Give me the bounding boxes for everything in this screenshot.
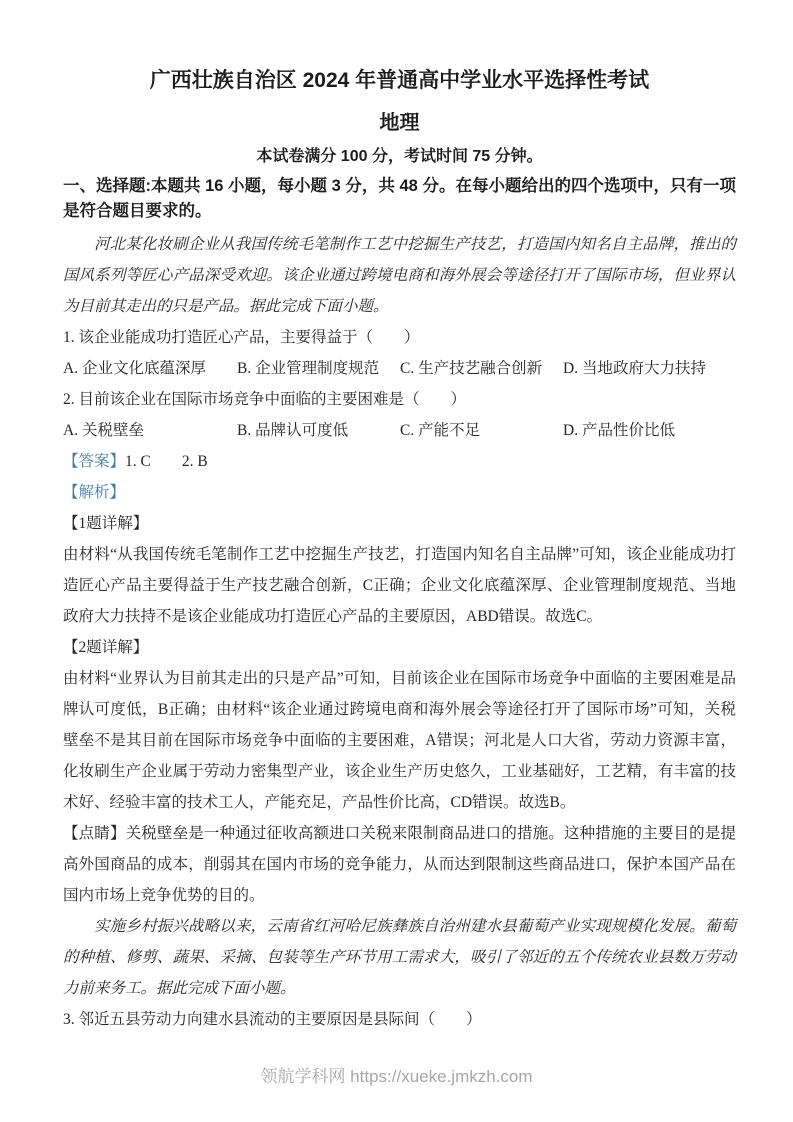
question-2-option-d: D. 产品性价比低 bbox=[563, 422, 675, 439]
exam-subject: 地理 bbox=[379, 112, 420, 134]
analysis-label-line bbox=[63, 477, 736, 508]
exam-title: 广西壮族自治区 2024 年普通高中学业水平选择性考试 bbox=[149, 69, 650, 92]
detail-1-label: 【1题详解】 bbox=[63, 515, 149, 532]
section-one-heading: 一、选择题:本题共 16 小题，每小题 3 分，共 48 分。在每小题给出的四个选项中，只有一项是符合题目要求的。 bbox=[63, 177, 736, 220]
question-1-option-a: A. 企业文化底蕴深厚 bbox=[63, 360, 206, 377]
question-1-option-d: D. 当地政府大力扶持 bbox=[563, 360, 706, 377]
question-2-option-a: A. 关税壁垒 bbox=[63, 422, 144, 439]
question-1-option-c: C. 生产技艺融合创新 bbox=[400, 360, 543, 377]
detail-2-label: 【2题详解】 bbox=[63, 639, 149, 656]
passage-2: 实施乡村振兴战略以来，云南省红河哈尼族彝族自治州建水县葡萄产业实现规模化发展。葡萄的种植、修剪、蔬果、采摘、包装等生产环节用工需求大，吸引了邻近的五个传统农业县数万劳动力前来务工。据此完成下面小题。 bbox=[63, 918, 736, 997]
analysis-label: 【解析】 bbox=[63, 484, 126, 501]
watermark-footer: 领航学科网 https://xueke.jmkzh.com bbox=[260, 1067, 533, 1086]
question-1-option-b: B. 企业管理制度规范 bbox=[237, 360, 380, 377]
tip-text: 关税壁垒是一种通过征收高额进口关税来限制商品进口的措施。这种措施的主要目的是提高外国商品的成本，削弱其在国内市场的竞争能力，从而达到限制这些商品进口，保护本国产品在国内市场上竞争优势的目的。 bbox=[63, 825, 736, 904]
detail-2-text: 由材料“业界认为目前其走出的只是产品”可知，目前该企业在国际市场竞争中面临的主要困难是品牌认可度低，B正确；由材料“该企业通过跨境电商和海外展会等途径打开了国际市场”可知，关税壁垒不是其目前在国际市场竞争中面临的主要困难，A错误；河北是人口大省，劳动力资源丰富，化妆刷生产企业属于劳动力密集型产业，该企业生产历史悠久，工业基础好，工艺精，有丰富的技术好、经验丰富的技术工人，产能充足，产品性价比高，CD错误。故选B。 bbox=[63, 670, 736, 811]
passage-1: 河北某化妆刷企业从我国传统毛笔制作工艺中挖掘生产技艺，打造国内知名自主品牌，推出的国风系列等匠心产品深受欢迎。该企业通过跨境电商和海外展会等途径打开了国际市场，但业界认为目前其走出的只是产品。据此完成下面小题。 bbox=[63, 236, 736, 315]
question-2-stem: 2. 目前该企业在国际市场竞争中面临的主要困难是（ ） bbox=[63, 391, 467, 408]
detail-1-text: 由材料“从我国传统毛笔制作工艺中挖掘生产技艺，打造国内知名自主品牌”可知，该企业能成功打造匠心产品主要得益于生产技艺融合创新，C正确；企业文化底蕴深厚、企业管理制度规范、当地政府大力扶持不是该企业能成功打造匠心产品的主要原因，ABD错误。故选C。 bbox=[63, 546, 736, 625]
answer-line bbox=[63, 446, 736, 477]
question-1-options bbox=[63, 353, 736, 384]
question-2-options bbox=[63, 415, 736, 446]
answer-label: 【答案】 bbox=[63, 453, 126, 470]
question-2-option-b: B. 品牌认可度低 bbox=[237, 422, 349, 439]
answer-value: 1. C 2. B bbox=[125, 453, 208, 470]
exam-body bbox=[63, 229, 736, 1035]
question-3-stem: 3. 邻近五县劳动力向建水县流动的主要原因是县际间（ ） bbox=[63, 1011, 482, 1028]
tip-label: 【点睛】 bbox=[63, 825, 126, 842]
question-2-option-c: C. 产能不足 bbox=[400, 422, 481, 439]
tip-paragraph bbox=[63, 818, 736, 911]
question-1-stem: 1. 该企业能成功打造匠心产品，主要得益于（ ） bbox=[63, 329, 420, 346]
exam-info-line: 本试卷满分 100 分，考试时间 75 分钟。 bbox=[256, 148, 543, 165]
